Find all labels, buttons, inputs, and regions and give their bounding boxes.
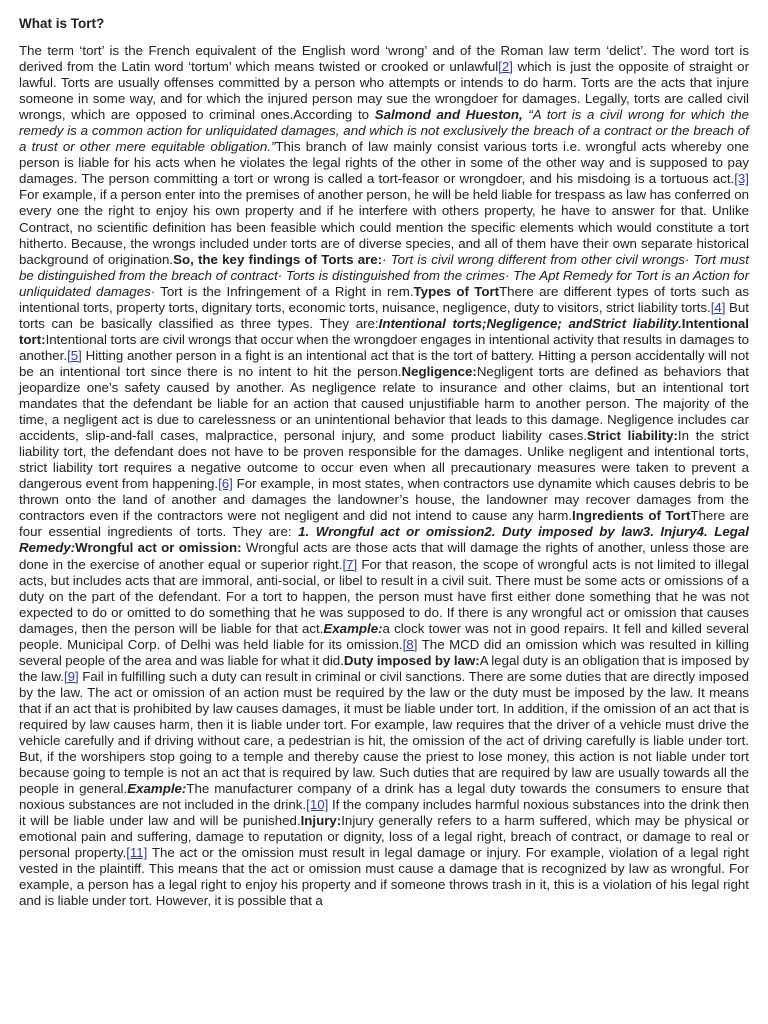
tort-types-list: Intentional torts;Negligence; andStrict liability. [378,315,682,331]
text-segment: For that reason, the scope of wrongful acts is not limited to illegal acts, but includes acts that are immoral, anti-social, or libel to result in a civil suit. There must be some acts or omissions of a duty on the part of the defendant. For a tort to happen, the person must have first either done something that he was not expected to do or omitted to do something that he was supposed to do. If there is any wrongful act or omission that causes damages, then the person will be liable for that act. [19,556,750,636]
text-segment: Intentional torts are civil wrongs that occur when the wrongdoer engages in intentional activity that results in damages to another. [19,331,749,363]
section-heading: Negligence: [401,363,477,379]
text-segment: Wrongful acts are those acts that will damage the rights of another, unless those are done in the exercise of another equal or superior right. [19,540,749,572]
footnote-link[interactable]: [11] [126,845,148,861]
article-body [19,43,749,910]
text-segment: The act or the omission must result in legal damage or injury. For example, violation of a legal right vested in the plaintiff. This means that the act or omission must cause a damage that is recognized by law as wrongful. For example, a person has a legal right to enjoy his property and if someone throws trash in it, this is a violation of his legal right and is liable under tort. However, it is possible that a [19,845,749,909]
text-segment: a clock tower was not in good repairs. It fell and killed several people. Municipal Corp. of Delhi was held liable for its omission. [19,620,749,652]
key-findings-list: · Tort is civil wrong different from other civil wrongs· Tort must be distinguished from the breach of contract· Torts is distinguished from the crimes· The Apt Remedy for Tort is an Action for unliquidated damages [19,251,750,299]
text-segment: There are different types of torts such as intentional torts, property torts, dignitary torts, economic torts, nuisance, negligence, duty to visitors, strict liability torts. [19,283,749,315]
text-segment: Hitting another person in a fight is an intentional act that is the tort of battery. Hitting a person accidentally will not be an intentional tort since there is no intent to hit the person. [19,347,749,379]
footnote-link[interactable]: [5] [67,347,82,363]
footnote-link[interactable]: [3] [734,171,749,187]
text-segment: Injury generally refers to a harm suffered, which may be physical or emotional pain and suffering, damage to reputation or dignity, loss of a legal right, breach of contract, or damage to real or personal property. [19,813,749,861]
section-heading: Strict liability: [586,428,678,444]
text-segment: For example, if a person enter into the premises of another person, he will be held liable for trespass as law has conferred on every one the right to enjoy his own property and if he interfere with others property, he have to answer for that. Unlike Contract, no scientific definition has been feasible which could mention the specific elements which would constitute a tort hitherto. Because, the wrongs included under torts are of diverse species, and all of them have their own separate historical background of origination. [19,187,749,267]
footnote-link[interactable]: [9] [63,668,79,684]
section-heading: Injury: [300,813,342,829]
section-heading: So, the key findings of Torts are: [173,251,383,267]
text-segment: A legal duty is an obligation that is imposed by the law. [19,652,750,684]
page-title: What is Tort? [19,16,105,31]
text-segment: The MCD did an omission which was resulted in killing several people of the area and was liable for what it did. [19,636,750,668]
footnote-link[interactable]: [8] [402,636,418,652]
text-segment: Negligent torts are defined as behaviors that jeopardize one’s safety caused by another. As negligence relate to insurance and other claims, but an intentional tort mandates that the defendant be liable for an action that caused unjustifiable harm to another person. The majority of the time, a negligent act is due to carelessness or an unintentional behavior that leads to this damage. Negligence includes car accidents, slip-and-fall cases, malpractice, personal injury, and some product liability cases. [19,363,749,444]
definition-quote: “A tort is a civil wrong for which the remedy is a common action for unliquidated damages, and which is not exclusively the breach of a contract or the breach of a trust or other mere equitable obligation.” [19,107,750,155]
example-label: Example: [323,620,383,636]
footnote-link[interactable]: [7] [342,556,358,572]
section-heading: Intentional tort: [19,315,749,347]
text-segment: In the strict liability tort, the defendant does not have to be proven responsible for the damages. Unlike negligent and intentional torts, strict liability tort requires a negative outcome to occur even when all precautionary measures were taken to prevent a dangerous event from happening. [19,428,749,492]
section-heading: Wrongful act or omission: [75,540,242,556]
section-heading: Ingredients of Tort [572,508,691,524]
footnote-link[interactable]: [10] [306,797,329,813]
text-segment: Fail in fulfilling such a duty can result in criminal or civil sanctions. There are some duties that are directly imposed by the law. The act or omission of an action must be required by the law or the duty must be imposed by the law. It means that if an act that is prohibited by law causes damages, it must be liable under tort. In addition, if the omission of an act that is required by law causes harm, then it is liable under tort. For example, law requires that the driver of a vehicle must drive the vehicle carefully and if driving without care, a pedestrian is hit, the omission of the act of driving carefully is liable under tort. But, if the worshipers stop going to a temple and thereby cause the priest to lose money, this action is not liable under tort because going to temple is not an act that is required by law. Such duties that are required by law are usually towards all the people in general. [19,668,749,797]
text-segment: The manufacturer company of a drink has a legal duty towards the consumers to ensure that noxious substances are not included in the drink. [19,781,749,813]
text-segment: There are four essential ingredients of torts. They are: [19,508,749,540]
text-segment: But torts can be basically classified as three types. They are: [19,299,750,331]
ingredients-list: 1. Wrongful act or omission2. Duty imposed by law3. Injury4. Legal Remedy: [19,524,749,556]
footnote-link[interactable]: [4] [710,299,726,315]
text-segment: If the company includes harmful noxious substances into the drink then it will be liable under law and will be punished. [19,797,749,829]
text-segment: For example, in most states, when contractors use dynamite which causes debris to be thrown onto the land of another and damages the landowner’s house, the landowner may recover damages from the contractors even if the contractors were not negligent and did not intend to cause any harm. [19,476,749,524]
author-citation: Salmond and Hueston, [374,107,523,123]
text-segment: This branch of law mainly consist various torts i.e. wrongful acts whereby one person is liable for his acts when he violates the legal rights of the other in some of the other way and is supposed to pay damages. The person committing a tort or wrong is called a tort-feasor or wrongdoer, and his misdoing is a tortuous act. [19,139,749,187]
section-heading: Duty imposed by law: [343,652,480,668]
footnote-link[interactable]: [2] [498,59,513,75]
text-segment: · Tort is the Infringement of a Right in rem. [150,283,414,299]
text-segment: which is just the opposite of straight or lawful. Torts are usually offenses committed by a person who attempts or intends to do harm. Torts are the acts that injure someone in some way, and for which the injured person may sue the wrongdoer for damages. Legally, torts are called civil wrongs, which are opposed to criminal ones.According to [19,59,749,123]
footnote-link[interactable]: [6] [218,476,233,492]
text-segment: The term ‘tort’ is the French equivalent of the English word ‘wrong’ and of the Roman law term ‘delict’. The word tort is derived from the Latin word ‘tortum’ which means twisted or crooked or unlawful [19,43,749,75]
example-label: Example: [127,781,187,797]
section-heading: Types of Tort [413,283,500,299]
